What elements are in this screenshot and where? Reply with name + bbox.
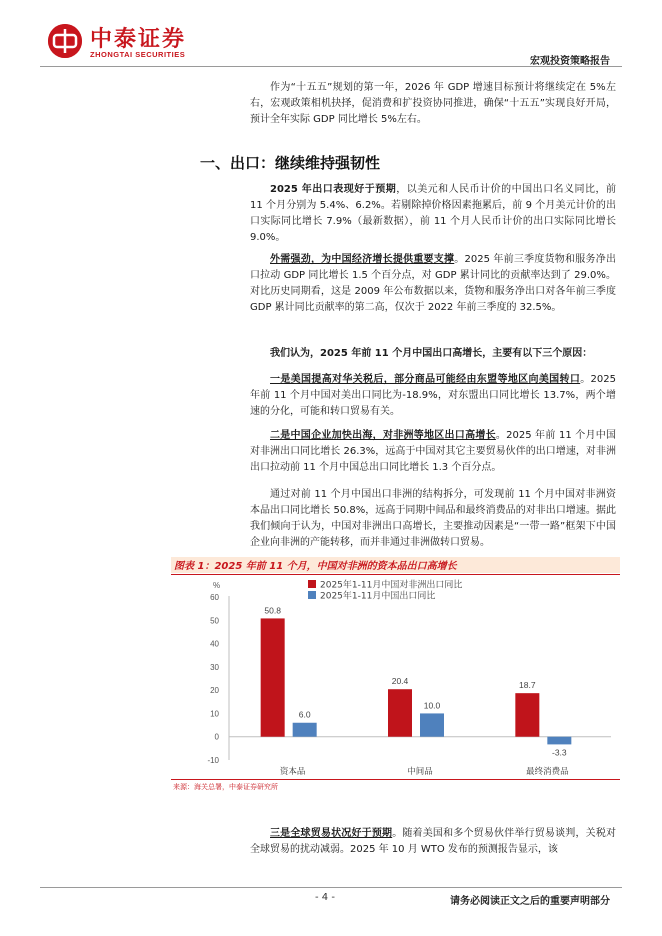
bar-value-label: 18.7 — [519, 680, 536, 691]
bar-value-label: 10.0 — [423, 700, 441, 711]
y-tick-label: 50 — [210, 616, 219, 626]
intro-paragraph — [250, 80, 616, 128]
chart-caption: 图表 1：2025 年前 11 个月，中国对非洲的资本品出口高增长 — [174, 561, 457, 572]
paragraph-lead: 三是全球贸易状况好于预期 — [270, 828, 393, 839]
y-tick-label: 60 — [210, 593, 219, 602]
chart-source: 来源：海关总署，中泰证券研究所 — [173, 783, 278, 791]
bar-africa-2 — [515, 693, 539, 737]
paragraph-text: 通过对前 11 个月中国出口非洲的结构拆分，可发现前 11 个月中国对非洲资本品出口同比增长 50.8%，远高于同期中间品和最终消费品的对非出口增速。据此我们倾向于认为，中国对非洲出口高增长，主要推动因素是“一带一路”框架下中国企业向非洲的产能转移，而并非通过非洲做转口贸易。 — [250, 489, 616, 548]
paragraph-text: 。2025 年前 11 个月中国对非洲出口同比增长 26.3%，远高于中国对其它主要贸易伙伴的出口增速，对非洲出口拉动前 11 个月中国总出口同比增长 1.3 个百分点。 — [250, 430, 617, 473]
legend-label: 2025年1-11月中国出口同比 — [320, 591, 436, 602]
bar-value-label: 6.0 — [298, 709, 311, 720]
logo-mark-icon — [48, 24, 82, 58]
paragraph-text: 我们认为，2025 年前 11 个月中国出口高增长，主要有以下三个原因： — [270, 348, 593, 359]
chart-source-divider — [171, 779, 620, 780]
page-number: - 4 - — [315, 892, 335, 903]
header-divider — [40, 66, 622, 67]
paragraph-export-performance — [250, 182, 616, 246]
paragraph-external-demand — [250, 252, 616, 316]
y-tick-label: 30 — [210, 662, 219, 672]
y-tick-label: 20 — [210, 686, 219, 696]
intro-text: 作为“十五五”规划的第一年，2026 年 GDP 增速目标预计将继续定在 5%左右，宏观政策相机抉择，促消费和扩投资协同推进，确保“十五五”实现良好开局，预计全年实际 GDP 同比增长 5%左右。 — [250, 82, 616, 125]
footer-divider — [40, 887, 622, 888]
brand-name: 中泰证券 — [90, 27, 187, 52]
bar-total-1 — [420, 713, 444, 736]
paragraph-lead: 二是中国企业加快出海，对非洲等地区出口高增长 — [270, 430, 496, 441]
x-category-label: 最终消费品 — [526, 767, 569, 777]
paragraph-africa-structure — [250, 487, 616, 551]
x-category-label: 中间品 — [407, 767, 433, 777]
africa-export-bar-chart — [171, 576, 620, 778]
bar-value-label: 20.4 — [391, 676, 409, 687]
paragraph-text: ，以美元和人民币计价的中国出口名义同比，前 11 个月分别为 5.4%、6.2%。若剔除掉价格因素拖累后，前 9 个月美元计价的出口实际同比增长 7.9%（最新数据），前 11 个月人民币计价的出口实际同比增长 9.0%。 — [250, 184, 616, 243]
bar-value-label: -3.3 — [552, 747, 567, 758]
bar-value-label: 50.8 — [264, 605, 281, 616]
bar-total-0 — [293, 723, 317, 737]
y-axis-unit: % — [213, 581, 221, 590]
brand-name-en: ZHONGTAI SECURITIES — [90, 50, 186, 59]
footer-disclaimer: 请务必阅读正文之后的重要声明部分 — [450, 896, 610, 907]
chart-caption-divider — [171, 574, 620, 575]
paragraph-text: 。随着美国和多个贸易伙伴举行贸易谈判，关税对全球贸易的扰动减弱。2025 年 10 月 WTO 发布的预测报告显示，该 — [250, 828, 617, 855]
y-tick-label: 40 — [210, 639, 219, 649]
paragraph-lead: 2025 年出口表现好于预期 — [270, 184, 397, 195]
paragraph-text: 。2025 年前三季度货物和服务净出口拉动 GDP 同比增长 1.5 个百分点，对 GDP 累计同比的贡献率达到了 29.0%。对比历史同期看，这是 2009 年公布数据以来，货物和服务净出口对各年前三季度 GDP 累计同比贡献率的第二高，仅次于 2022 年前三季度的 32.5%。 — [250, 254, 616, 313]
paragraph-lead: 一是美国提高对华关税后，部分商品可能经由东盟等地区向美国转口 — [270, 374, 581, 385]
x-category-label: 资本品 — [279, 767, 306, 777]
section-title: 一、出口：继续维持强韧性 — [200, 154, 381, 172]
paragraph-reasons-intro — [250, 346, 616, 362]
paragraph-reason-three — [250, 826, 616, 858]
legend-swatch — [308, 580, 316, 588]
report-type: 宏观投资策略报告 — [530, 56, 610, 67]
legend-swatch — [308, 591, 316, 599]
paragraph-lead: 外需强劲，为中国经济增长提供重要支撑 — [270, 254, 455, 265]
legend-label: 2025年1-11月中国对非洲出口同比 — [320, 580, 463, 591]
paragraph-reason-one — [250, 372, 616, 420]
paragraph-text: 。2025 年前 11 个月中国对美出口同比为-18.9%，对东盟出口同比增长 13.7%，两个增速的分化，可能和转口贸易有关。 — [250, 374, 617, 417]
paragraph-reason-two — [250, 428, 616, 476]
y-tick-label: -10 — [207, 756, 219, 765]
bar-africa-1 — [388, 689, 412, 737]
y-tick-label: 0 — [214, 732, 219, 742]
logo-icon — [48, 24, 82, 58]
y-tick-label: 10 — [210, 709, 219, 719]
bar-total-2 — [547, 737, 571, 745]
bar-africa-0 — [261, 618, 285, 736]
